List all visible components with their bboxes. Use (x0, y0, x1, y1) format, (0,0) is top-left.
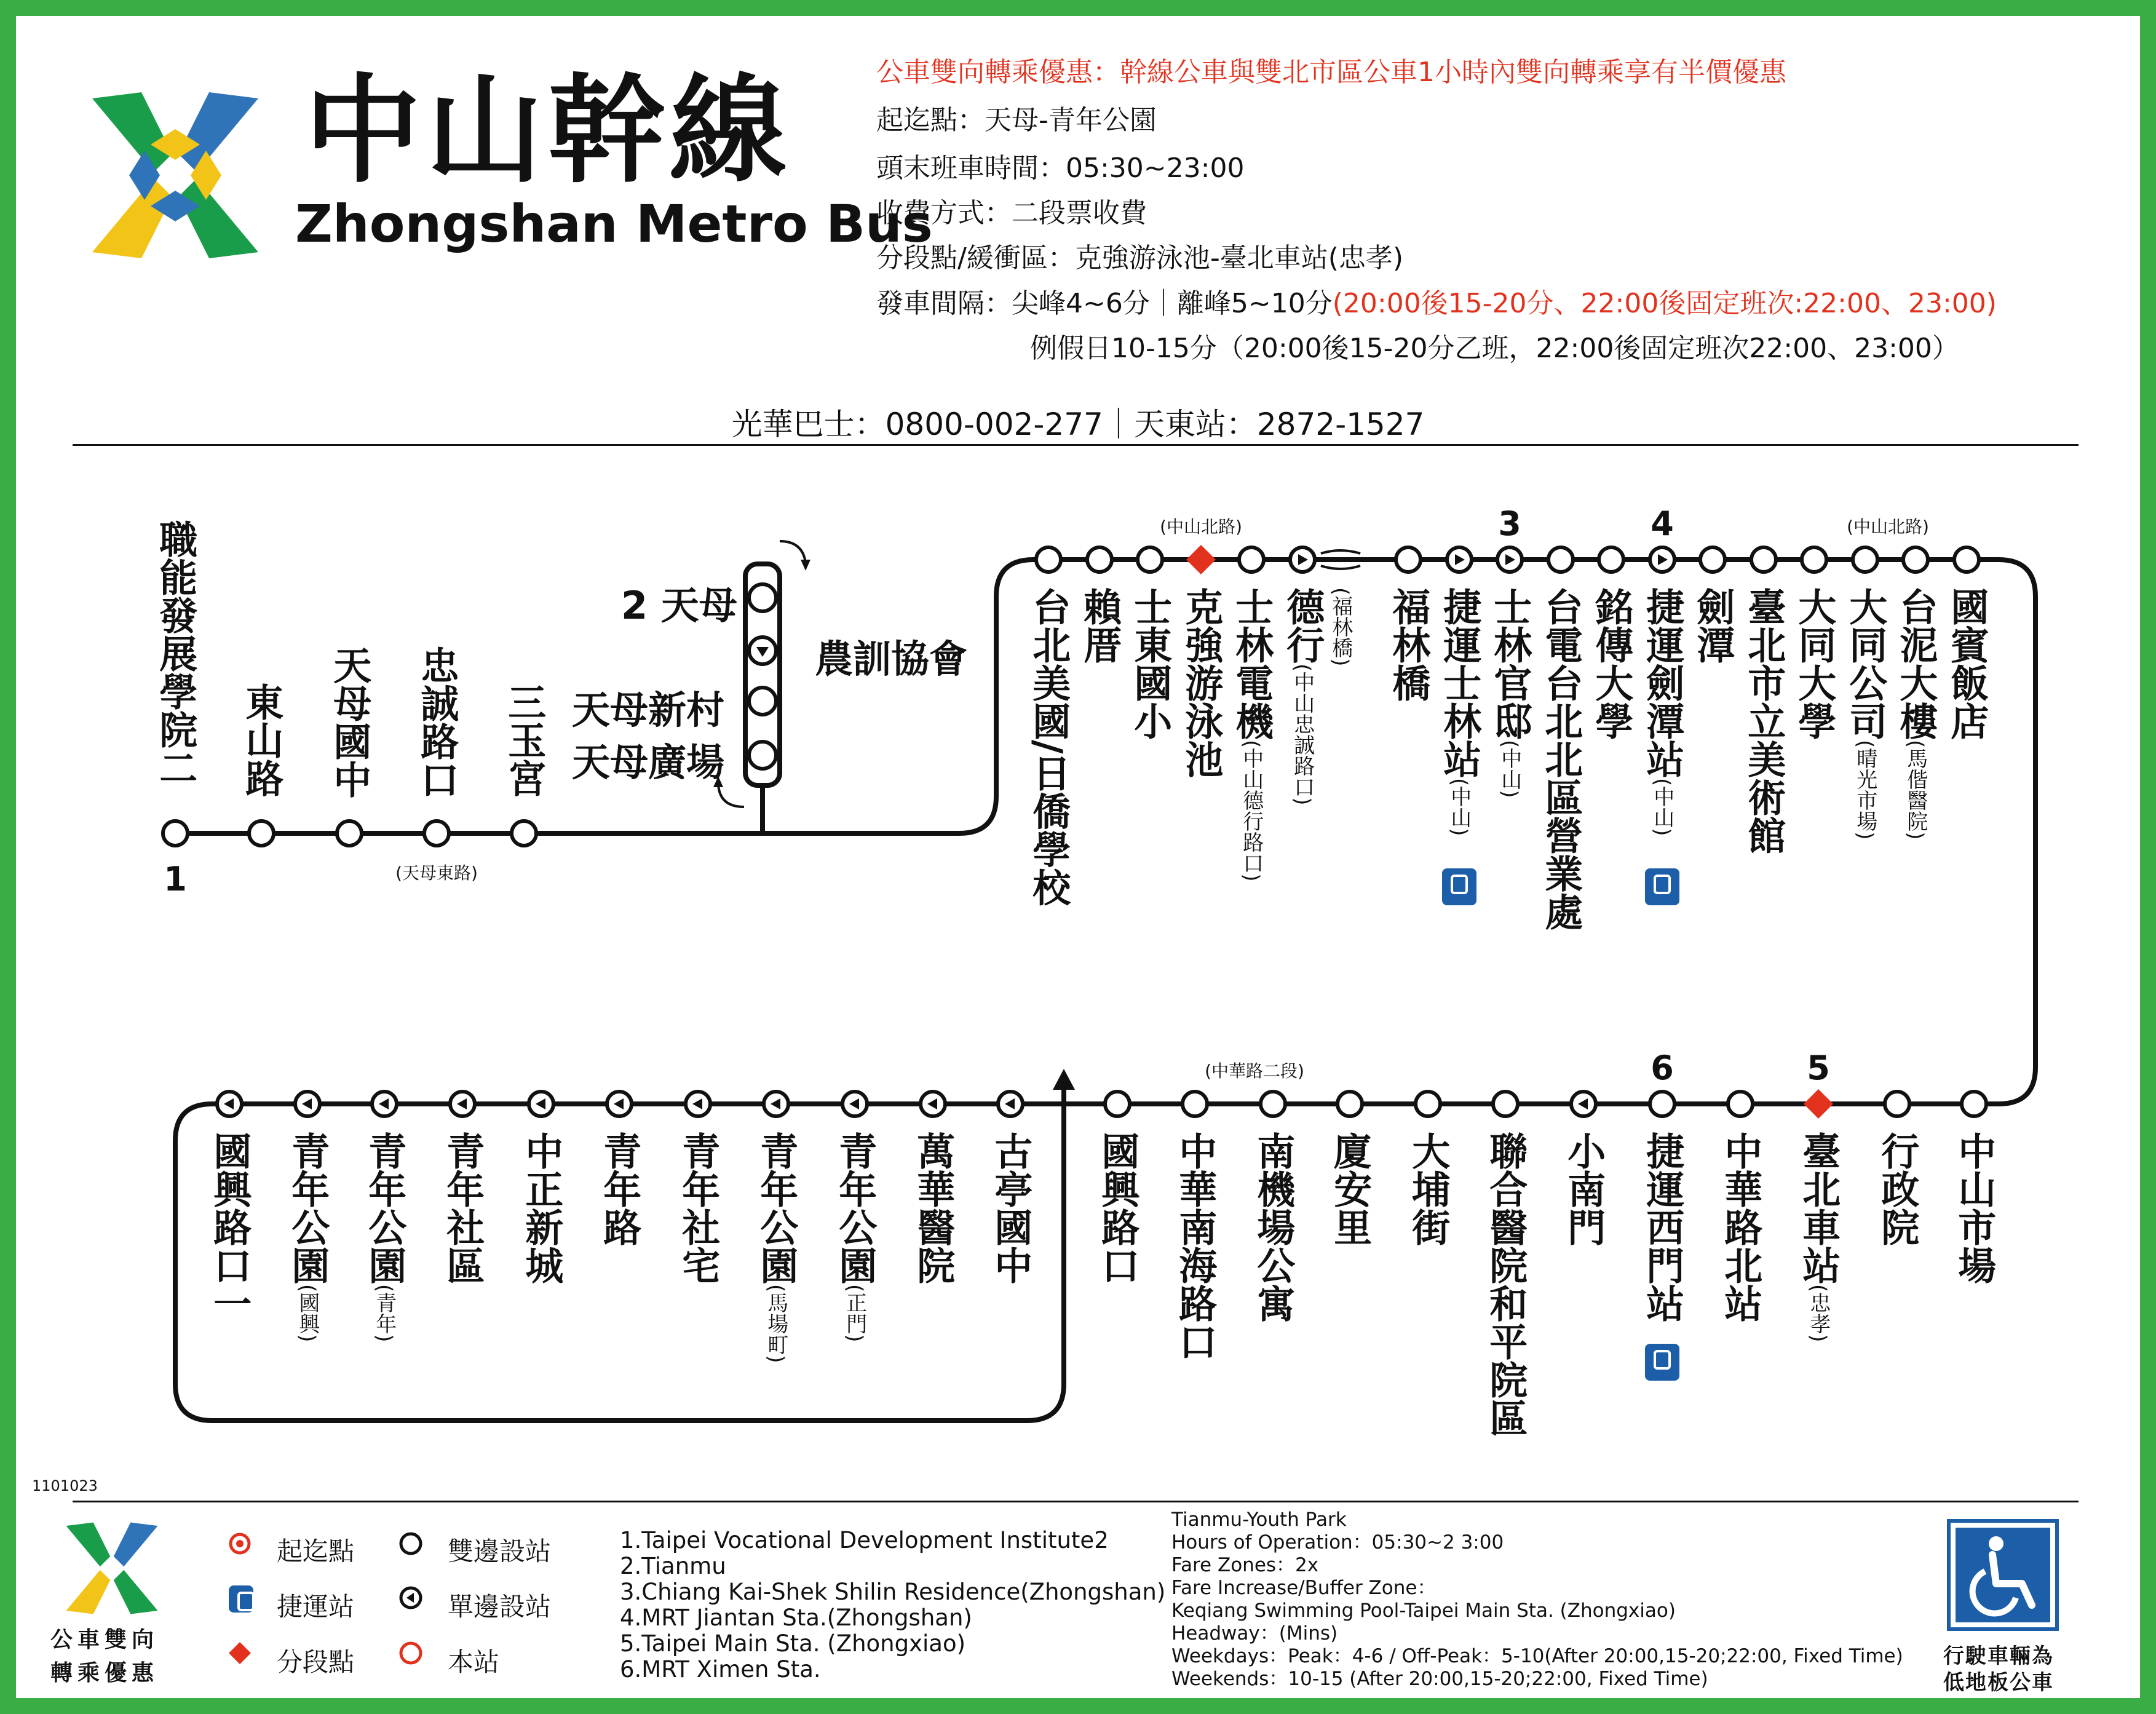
stop-marker (163, 821, 188, 846)
stop-marker (1728, 1092, 1753, 1116)
stop-note: (馬偕醫院) (1903, 740, 1928, 840)
route-title-en: Zhongshan Metro Bus (295, 194, 933, 254)
stop-label (596, 1132, 642, 1246)
stop-name: 青年公園 (285, 1132, 330, 1284)
stop-name: 南機場公寓 (1250, 1132, 1296, 1322)
stop-marker (764, 1092, 788, 1116)
section-number: 6 (1651, 1049, 1674, 1087)
road-note-zhonghua: (中華路二段) (1205, 1061, 1304, 1081)
stop-label (1743, 587, 1784, 854)
stop-name: 廈安里 (1327, 1132, 1373, 1246)
mrt-icon (229, 1585, 253, 1613)
stop-name: 行政院 (1874, 1132, 1920, 1246)
stop-label (832, 1132, 878, 1343)
legend-one-way: 單邊設站 (448, 1592, 552, 1622)
stop-name: 忠誠路口 (414, 646, 459, 798)
stop-marker (512, 821, 536, 846)
section-number: 5 (1807, 1049, 1830, 1087)
terminal-icon (228, 1531, 252, 1556)
loop-stop-tianmu: 2 天母 (621, 583, 737, 628)
stop-label (1172, 1132, 1218, 1360)
stop-marker (607, 1092, 632, 1116)
stop-name: 青年路 (596, 1132, 642, 1246)
stop-label (1842, 587, 1888, 840)
stop-label (675, 1132, 721, 1284)
stop-label (209, 1132, 250, 1322)
stop-marker (1804, 1089, 1833, 1119)
stop-name: 中華路北站 (1718, 1132, 1763, 1322)
stop-marker (1183, 1092, 1207, 1116)
stop-name: 古亭國中 (988, 1132, 1033, 1284)
en-section-2: 2.Tianmu (620, 1553, 726, 1579)
headway-weekend: 例假日10-15分（20:00後15-20分乙班，22:00後固定班次22:00、23:00） (1030, 333, 1959, 364)
stop-name: 小南門 (1561, 1132, 1606, 1246)
stop-label (1439, 587, 1480, 836)
stop-label (753, 1132, 799, 1363)
stop-marker (1497, 547, 1522, 572)
stop-marker (295, 1092, 320, 1116)
headway-peak: 發車間隔：尖峰4~6分｜離峰5~10分 (876, 288, 1333, 319)
stop-name: 三玉宮 (501, 683, 547, 797)
stop-name: 士林官邸 (1487, 587, 1532, 740)
service-hours: 頭末班車時間：05:30~23:00 (876, 153, 1245, 184)
en-section-5: 5.Taipei Main Sta. (Zhongxiao) (620, 1630, 966, 1657)
stop-marker (450, 1092, 475, 1116)
stop-marker (1954, 547, 1979, 572)
transfer-logo-label: 公車雙向 轉乘優惠 (50, 1627, 159, 1686)
stop-marker (1186, 545, 1216, 574)
stop-label (241, 683, 282, 797)
stop-note: (馬場町) (763, 1284, 788, 1363)
stop-marker (1396, 547, 1421, 572)
stop-label (1097, 1132, 1138, 1284)
stop-label (1028, 587, 1069, 907)
stop-label (1951, 1132, 1997, 1284)
en-info-route: Tianmu-Youth Park (1171, 1509, 1347, 1531)
stop-label (1127, 587, 1173, 740)
stop-name: 中正新城 (518, 1132, 564, 1284)
stop-marker (1802, 547, 1826, 572)
stop-name: 聯合醫院和平院區 (1483, 1132, 1528, 1437)
stop-label (501, 683, 547, 797)
stop-name: 台電台北北區營業處 (1538, 587, 1583, 930)
stop-marker (1105, 1092, 1130, 1116)
transfer-info: 公車雙向轉乘優惠：幹線公車與雙北市區公車1小時內雙向轉乘享有半價優惠 (876, 57, 1786, 88)
stop-label (1798, 1132, 1839, 1343)
stop-label (329, 646, 370, 798)
stop-name: 士林電機 (1229, 587, 1274, 740)
stop-marker (1416, 1092, 1440, 1116)
stop-label (1489, 587, 1530, 798)
fare-point-icon (228, 1641, 252, 1665)
stop-name: 劍潭 (1690, 587, 1735, 664)
stop-marker (1087, 547, 1112, 572)
legend-mrt: 捷運站 (277, 1592, 355, 1622)
low-floor-label-1: 行駛車輛為 (1943, 1644, 2054, 1668)
stop-marker (686, 1092, 710, 1116)
stop-marker (1853, 547, 1877, 572)
section-number: 3 (1498, 504, 1521, 543)
low-floor-label-2: 低地板公車 (1943, 1670, 2054, 1695)
loop-arrow-top (780, 541, 806, 563)
stop-note: (中山德行路口) (1239, 740, 1264, 882)
this-stop-icon (398, 1641, 423, 1665)
stop-label (1405, 1132, 1451, 1246)
stop-marker (529, 1092, 553, 1116)
en-section-1: 1.Taipei Vocational Development Institute2 (620, 1527, 1109, 1553)
stop-marker (1903, 547, 1928, 572)
stop-note: (忠孝) (1805, 1284, 1831, 1343)
stop-label (442, 1132, 483, 1284)
stop-name: 大同公司 (1842, 587, 1888, 740)
stop-label (416, 646, 457, 798)
stop-marker (842, 1092, 867, 1116)
stop-label (1178, 587, 1224, 778)
stop-label (1563, 1132, 1604, 1246)
en-info-weekdays: Weekdays：Peak：4-6 / Off-Peak：5-10(After 20:00,15-20;22:00, Fixed Time) (1171, 1645, 1903, 1667)
en-section-3: 3.Chiang Kai-Shek Shilin Residence(Zhongshan) (620, 1579, 1166, 1605)
stop-name: 國興路口 (1095, 1132, 1140, 1284)
loop-stop-guangchang: 天母廣場 (572, 740, 725, 785)
stop-label (1385, 587, 1431, 702)
en-info-buffer: Fare Increase/Buffer Zone： (1171, 1577, 1437, 1599)
stop-label (1791, 587, 1837, 740)
stop-name: 銘傳大學 (1588, 587, 1634, 740)
stop-label (1946, 587, 1987, 740)
stop-name: 德行 (1280, 587, 1325, 664)
stop-label (1231, 587, 1272, 882)
stop-marker (1290, 547, 1315, 572)
loop-stop-xincun: 天母新村 (572, 688, 725, 732)
stop-note: (晴光市場) (1852, 740, 1877, 840)
stop-name: 中華南海路口 (1172, 1132, 1218, 1360)
stop-marker (1138, 547, 1162, 572)
stop-label (1079, 587, 1120, 664)
stop-name: 台泥大樓 (1893, 587, 1938, 740)
stop-note: (國興) (295, 1284, 320, 1343)
stop-name: 國興路口一 (207, 1132, 252, 1322)
stop-label (1720, 1132, 1761, 1322)
return-arrow (1053, 1069, 1075, 1090)
contact-info: 光華巴士：0800-002-277｜天東站：2872-1527 (731, 407, 1425, 442)
stop-name: 臺北車站 (1796, 1132, 1841, 1284)
stop-marker (998, 1092, 1023, 1116)
stop-name: 青年公園 (362, 1132, 407, 1284)
legend-terminal: 起迄點 (277, 1536, 355, 1566)
headway-night: (20:00後15-20分、22:00後固定班次:22:00、23:00) (1332, 288, 1997, 319)
en-info-hours: Hours of Operation：05:30~2 3:00 (1171, 1531, 1504, 1553)
stop-label (990, 1132, 1031, 1284)
stop-name: 士東國小 (1127, 587, 1173, 740)
fare-method: 收費方式：二段票收費 (876, 197, 1147, 229)
stop-label (287, 1132, 328, 1343)
stop-name: 大同大學 (1791, 587, 1837, 740)
version-code: 1101023 (32, 1477, 98, 1494)
legend-this-stop: 本站 (448, 1647, 500, 1677)
mrt-station-icon (1645, 1344, 1679, 1381)
stop-label (1250, 1132, 1296, 1322)
stop-name: 台北美國/日僑學校 (1026, 587, 1071, 907)
en-section-6: 6.MRT Ximen Sta. (620, 1656, 821, 1683)
stop-label (1874, 1132, 1920, 1246)
road-note-zhongshan-2: (中山北路) (1847, 517, 1929, 537)
stop-marker (1885, 1092, 1909, 1116)
stop-name: 捷運士林站 (1437, 587, 1482, 778)
stop-marker (1700, 547, 1725, 572)
stop-label (518, 1132, 564, 1284)
stop-name: 青年公園 (832, 1132, 878, 1284)
stop-marker (1493, 1092, 1518, 1116)
stop-marker (1751, 547, 1776, 572)
section-number: 1 (164, 860, 187, 899)
stop-marker (249, 821, 274, 846)
stop-marker (921, 1092, 945, 1116)
wheelchair-icon (1947, 1519, 2059, 1631)
stop-marker (1599, 547, 1623, 572)
legend-both-ways: 雙邊設站 (448, 1536, 552, 1566)
fare-zones: 分段點/緩衝區：克強游泳池-臺北車站(忠孝) (876, 242, 1404, 274)
stop-name: 東山路 (239, 683, 284, 797)
stop-label (1639, 1132, 1685, 1322)
stop-marker (217, 1092, 242, 1116)
route-endpoints: 起迄點：天母-青年公園 (876, 105, 1157, 136)
stop-marker (1962, 1092, 1986, 1116)
stop-label (1327, 1132, 1373, 1246)
stop-label (1692, 587, 1733, 664)
en-info-buffer-zone: Keqiang Swimming Pool-Taipei Main Sta. (Zhongxiao) (1171, 1600, 1676, 1622)
stop-marker (1036, 547, 1061, 572)
stop-note: (福林橋) (1328, 587, 1353, 667)
stop-marker (337, 821, 362, 846)
en-info-headway: Headway：(Mins) (1171, 1622, 1338, 1645)
stop-label (1485, 1132, 1526, 1437)
stop-name: 萬華醫院 (910, 1132, 956, 1284)
road-note-zhongshan-1: (中山北路) (1160, 517, 1242, 537)
stop-marker (1239, 547, 1264, 572)
stop-note: (中山) (1497, 740, 1522, 798)
stop-name: 國賓飯店 (1944, 587, 1989, 740)
en-section-4: 4.MRT Jiantan Sta.(Zhongshan) (620, 1605, 972, 1631)
stop-name: 中山市場 (1951, 1132, 1997, 1284)
stop-note: (青年) (371, 1284, 397, 1343)
stop-label (910, 1132, 956, 1284)
loop-arrow-bottom (718, 784, 744, 807)
section-number: 4 (1651, 504, 1674, 543)
stop-name: 青年公園 (753, 1132, 799, 1284)
stop-marker (1338, 1092, 1362, 1116)
en-info-fare-zones: Fare Zones：2x (1171, 1554, 1319, 1576)
stop-label (155, 520, 196, 787)
stop-marker (1447, 547, 1472, 572)
stop-name: 捷運劍潭站 (1639, 587, 1685, 778)
stop-note: (正門) (842, 1284, 867, 1343)
road-note-tianmu-east: (天母東路) (395, 863, 478, 883)
stop-label (1320, 587, 1361, 667)
en-info-weekends: Weekends：10-15 (After 20:00,15-20;22:00, Fixed Time) (1171, 1668, 1708, 1690)
stop-note: (中山) (1446, 778, 1472, 836)
stop-label (1282, 587, 1323, 806)
stop-marker (424, 821, 449, 846)
stop-name: 福林橋 (1385, 587, 1431, 702)
legend-fare-point: 分段點 (277, 1647, 355, 1677)
stop-label (364, 1132, 405, 1343)
stop-marker (372, 1092, 397, 1116)
stop-name: 臺北市立美術館 (1741, 587, 1786, 854)
transfer-logo (57, 1519, 167, 1617)
stop-name: 克強游泳池 (1178, 587, 1224, 778)
stop-label (1540, 587, 1581, 930)
route-title-zh: 中山幹線 (304, 63, 792, 199)
stop-label (1895, 587, 1936, 840)
stop-marker (1650, 547, 1674, 572)
stop-name: 青年社區 (440, 1132, 485, 1284)
footer-divider (73, 1501, 2079, 1502)
stop-marker (1261, 1092, 1285, 1116)
mrt-station-icon (1645, 868, 1679, 905)
stop-note: (中山忠誠路口) (1290, 664, 1315, 806)
stop-name: 賴厝 (1077, 587, 1122, 664)
stop-name: 大埔街 (1405, 1132, 1451, 1246)
stop-name: 捷運西門站 (1639, 1132, 1685, 1322)
one-way-icon (398, 1585, 423, 1610)
stop-marker (1650, 1092, 1674, 1116)
both-ways-icon (398, 1531, 423, 1556)
mrt-station-icon (1442, 868, 1476, 905)
stop-name: 職能發展學院二 (153, 520, 198, 787)
stop-name: 天母國中 (327, 646, 372, 798)
stop-label (1639, 587, 1685, 836)
stop-name: 青年社宅 (675, 1132, 721, 1284)
stop-marker (1548, 547, 1573, 572)
loop-stop-nongxun: 農訓協會 (815, 637, 968, 681)
stop-note: (中山) (1649, 778, 1674, 836)
stop-label (1588, 587, 1634, 740)
stop-marker (1571, 1092, 1596, 1116)
